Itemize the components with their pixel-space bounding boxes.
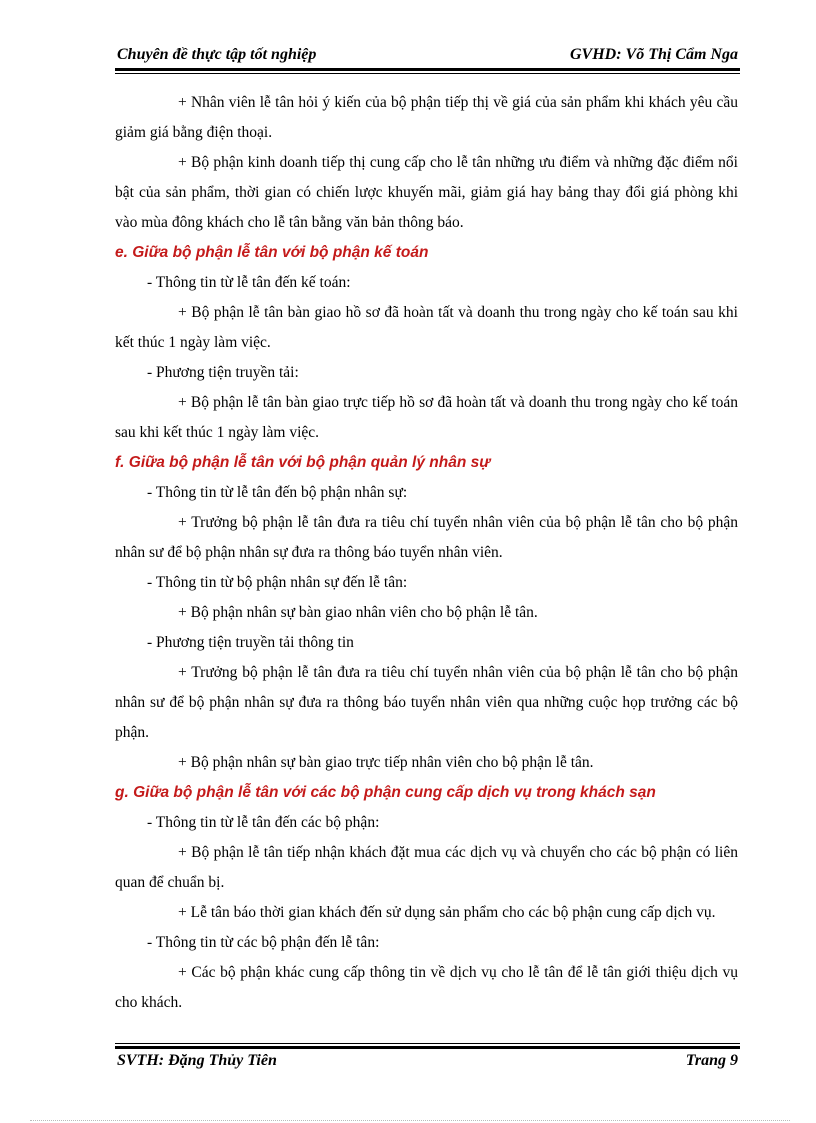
bullet-paragraph: + Bộ phận nhân sự bàn giao nhân viên cho bộ phận lễ tân.: [178, 604, 538, 621]
section-heading: g. Giữa bộ phận lễ tân với các bộ phận cung cấp dịch vụ trong khách sạn: [115, 784, 656, 801]
bullet-paragraph: + Các bộ phận khác cung cấp thông tin về dịch vụ cho lễ tân để lễ tân giới thiệu dịch vụ cho khách.: [115, 964, 738, 1011]
dash-paragraph: - Phương tiện truyền tải thông tin: [147, 634, 354, 651]
header-rule-thin: [115, 73, 740, 74]
section-heading: e. Giữa bộ phận lễ tân với bộ phận kế toán: [115, 244, 429, 261]
bullet-paragraph: + Lễ tân báo thời gian khách đến sử dụng sản phẩm cho các bộ phận cung cấp dịch vụ.: [178, 904, 716, 921]
bullet-paragraph: + Bộ phận lễ tân bàn giao trực tiếp hồ sơ đã hoàn tất và doanh thu trong ngày cho kế toán sau khi kết thúc 1 ngày làm việc.: [115, 394, 738, 441]
bullet-paragraph: + Nhân viên lễ tân hỏi ý kiến của bộ phận tiếp thị về giá của sản phẩm khi khách yêu cầu giảm giá bằng điện thoại.: [115, 94, 738, 141]
page-footer: [117, 1052, 738, 1074]
dash-paragraph: - Phương tiện truyền tải:: [147, 364, 299, 381]
footer-rule-thin: [115, 1043, 740, 1044]
footer-student: SVTH: Đặng Thủy Tiên: [117, 1052, 277, 1069]
dash-paragraph: - Thông tin từ lễ tân đến bộ phận nhân sự:: [147, 484, 408, 501]
section-heading: f. Giữa bộ phận lễ tân với bộ phận quản lý nhân sự: [115, 454, 491, 471]
dash-paragraph: - Thông tin từ các bộ phận đến lễ tân:: [147, 934, 380, 951]
footer-page-number: Trang 9: [685, 1052, 738, 1069]
dash-paragraph: - Thông tin từ bộ phận nhân sự đến lễ tân:: [147, 574, 408, 591]
bullet-paragraph: + Trưởng bộ phận lễ tân đưa ra tiêu chí tuyển nhân viên của bộ phận lễ tân cho bộ phận nhân sư để bộ phận nhân sự đưa ra thông báo tuyển nhân viên qua những cuộc họp trưởng các bộ phận.: [115, 664, 738, 741]
page-header: [117, 44, 738, 66]
bullet-paragraph: + Bộ phận nhân sự bàn giao trực tiếp nhân viên cho bộ phận lễ tân.: [178, 754, 594, 771]
header-instructor: GVHD: Võ Thị Cẩm Nga: [569, 46, 738, 63]
header-rule-thick: [115, 68, 740, 71]
bullet-paragraph: + Trưởng bộ phận lễ tân đưa ra tiêu chí tuyển nhân viên của bộ phận lễ tân cho bộ phận nhân sư để bộ phận nhân sự đưa ra thông báo tuyển nhân viên.: [115, 514, 738, 561]
dash-paragraph: - Thông tin từ lễ tân đến các bộ phận:: [147, 814, 380, 831]
page-edge: [30, 1120, 790, 1121]
header-course-title: Chuyên đề thực tập tốt nghiệp: [117, 46, 317, 63]
bullet-paragraph: + Bộ phận kinh doanh tiếp thị cung cấp cho lễ tân những ưu điểm và những đặc điểm nổi bật của sản phẩm, thời gian có chiến lược khuyến mãi, giảm giá hay bảng thay đổi giá phòng khi vào mùa đông khách cho lễ tân bằng văn bản thông báo.: [115, 154, 738, 231]
dash-paragraph: - Thông tin từ lễ tân đến kế toán:: [147, 274, 351, 291]
document-body: [115, 88, 738, 1018]
footer-rule-thick: [115, 1046, 740, 1049]
bullet-paragraph: + Bộ phận lễ tân tiếp nhận khách đặt mua các dịch vụ và chuyển cho các bộ phận có liên quan để chuẩn bị.: [115, 844, 738, 891]
bullet-paragraph: + Bộ phận lễ tân bàn giao hồ sơ đã hoàn tất và doanh thu trong ngày cho kế toán sau khi kết thúc 1 ngày làm việc.: [115, 304, 738, 351]
